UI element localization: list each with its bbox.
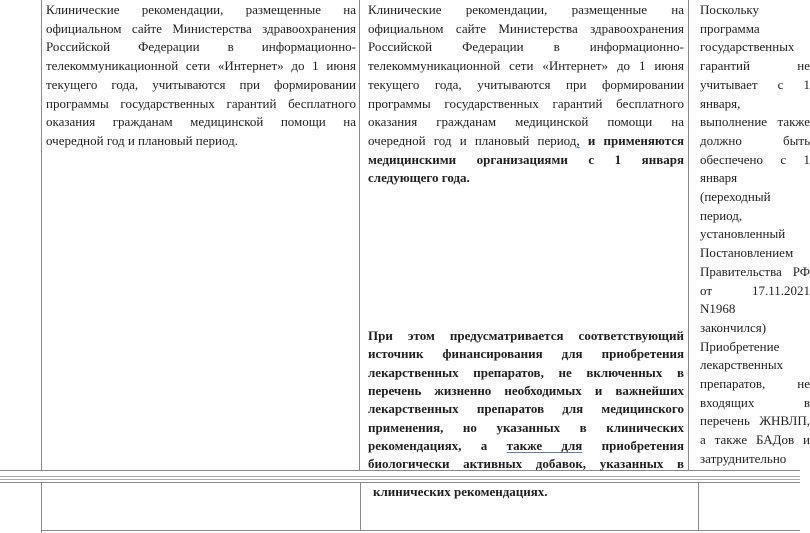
text-line — [700, 132, 810, 151]
text-segment: период, — [700, 207, 743, 223]
table-border-col1-col2 — [41, 0, 42, 470]
text-segment: препаратов, не — [700, 376, 810, 392]
text-segment: гарантий не — [700, 58, 810, 74]
text-line — [700, 300, 810, 319]
text-line — [700, 151, 810, 170]
text-line — [700, 282, 810, 301]
text-line — [368, 455, 684, 473]
text-segment: текущего года, учитываются при формировании — [46, 76, 356, 92]
text-line — [700, 169, 810, 188]
text-line — [700, 57, 810, 76]
text-segment: рекомендациях, а — [368, 437, 507, 453]
text-line — [46, 132, 356, 151]
text-segment: лекарственных препаратов, не включенных в — [368, 364, 684, 380]
text-segment: приобретения — [582, 437, 685, 453]
text-segment: государственных — [700, 39, 795, 55]
text-line — [700, 38, 810, 57]
text-line — [368, 345, 684, 363]
text-segment: также для — [506, 437, 583, 453]
text-line — [700, 356, 810, 375]
text-line — [700, 1, 810, 20]
table-cell-row1-current-text — [46, 1, 356, 469]
table-cell-row1-rationale-text — [700, 1, 810, 469]
text-line — [46, 57, 356, 76]
text-line — [368, 419, 684, 437]
text-line — [368, 1, 684, 20]
text-line — [700, 375, 810, 394]
text-line — [700, 263, 810, 282]
page-break-rule-bottom — [0, 479, 800, 480]
text-segment: источник финансирования для приобретения — [368, 346, 684, 362]
text-segment: программы государственных гарантий бесплатного — [46, 95, 356, 111]
text-line — [700, 412, 810, 431]
text-segment: очередной год и плановый период — [368, 132, 577, 148]
text-segment: медицинскими организациями с 1 января — [368, 151, 684, 167]
text-segment: января — [700, 170, 738, 186]
text-segment: перечень жизненно необходимых и важнейших — [368, 382, 684, 398]
text-line — [368, 57, 684, 76]
text-line — [700, 207, 810, 226]
text-segment: биологически активных добавок, указанных в — [368, 456, 684, 472]
text-line — [700, 76, 810, 95]
text-segment: телекоммуникационной сети «Интернет» до 1 июня — [368, 58, 684, 74]
text-segment: учитывает с 1 — [700, 76, 810, 92]
text-line — [368, 400, 684, 418]
text-segment: Клинические рекомендации, размещенные на — [368, 2, 684, 17]
text-line — [368, 437, 684, 455]
text-line — [700, 431, 810, 450]
text-segment: Российской Федерации в информационно- — [46, 39, 356, 55]
text-line — [700, 113, 810, 132]
text-segment: перечень ЖНВЛП, — [700, 413, 810, 429]
text-line — [368, 113, 684, 132]
text-line — [700, 394, 810, 413]
text-line — [700, 225, 810, 244]
table-border-row2-bottom — [41, 530, 800, 531]
text-segment: лекарственных — [700, 357, 784, 373]
text-line — [700, 188, 810, 207]
text-line — [368, 38, 684, 57]
page-break-rule-top — [0, 476, 800, 477]
text-line — [368, 132, 684, 151]
table-border-row2-col1-col2 — [41, 482, 42, 533]
text-segment: Поскольку — [700, 2, 760, 17]
text-segment: должно быть — [700, 132, 810, 148]
table-border-col2-col3 — [359, 0, 360, 470]
text-segment: Приобретение — [700, 338, 780, 354]
text-segment: (переходный — [700, 189, 771, 205]
text-line — [368, 151, 684, 170]
text-segment: телекоммуникационной сети «Интернет» до 1 июня — [46, 58, 356, 74]
text-line — [46, 95, 356, 114]
table-border-col3-col4 — [688, 0, 689, 470]
text-segment: закончился) — [700, 319, 767, 335]
text-line — [46, 113, 356, 132]
text-segment: При этом предусматривается соответствующий — [368, 328, 684, 344]
text-segment: , — [576, 132, 580, 148]
paragraph — [368, 327, 684, 473]
text-line — [46, 20, 356, 39]
text-segment: применения, но указанных в клинических — [368, 419, 684, 435]
table-border-row2-col3-col4 — [698, 482, 699, 531]
text-segment: входящих в — [700, 394, 810, 410]
text-line — [368, 327, 684, 345]
paragraph — [46, 1, 356, 151]
text-segment: затруднительно — [700, 450, 787, 466]
text-line — [700, 319, 810, 338]
text-segment: установленный — [700, 226, 786, 242]
table-cell-row1-proposed-text — [368, 1, 685, 472]
text-segment: обеспечено с 1 — [700, 151, 810, 167]
paragraph — [700, 338, 810, 469]
text-line — [368, 20, 684, 39]
text-segment: от 17.11.2021 — [700, 282, 810, 298]
text-segment: выполнение также — [700, 114, 810, 130]
text-segment: текущего года, учитываются при формировании — [368, 76, 684, 92]
text-segment: лекарственных препаратов для медицинского — [368, 401, 684, 417]
text-segment: официальном сайте Министерства здравоохранения — [368, 20, 684, 36]
text-segment: Российской Федерации в информационно- — [368, 39, 684, 55]
text-segment — [580, 133, 588, 148]
text-line — [46, 76, 356, 95]
text-line — [368, 76, 684, 95]
text-segment: Постановлением — [700, 245, 794, 261]
text-line — [46, 38, 356, 57]
text-line — [368, 169, 684, 188]
text-line — [700, 338, 810, 357]
paragraph — [700, 1, 810, 338]
text-line — [700, 244, 810, 263]
text-segment: программы государственных гарантий бесплатного — [368, 95, 684, 111]
paragraph — [368, 1, 684, 188]
text-line — [368, 382, 684, 400]
text-line — [700, 450, 810, 469]
text-line — [368, 364, 684, 382]
text-line — [46, 1, 356, 20]
text-segment: Правительства РФ — [700, 263, 810, 279]
text-line — [700, 20, 810, 39]
table-cell-row2-continuation-text: клинических рекомендациях. — [373, 484, 548, 499]
text-line — [700, 95, 810, 114]
text-segment: января, — [700, 95, 741, 111]
text-segment: а также БАДов и — [700, 432, 810, 448]
text-segment: N1968 — [700, 301, 736, 317]
text-segment: Клинические рекомендации, размещенные на — [46, 2, 356, 17]
text-segment: официальном сайте Министерства здравоохранения — [46, 20, 356, 36]
text-segment: и применяются — [587, 132, 685, 148]
text-segment: очередной год и плановый период. — [46, 132, 238, 148]
text-segment: оказания гражданам медицинской помощи на — [46, 114, 356, 130]
text-segment: оказания гражданам медицинской помощи на — [368, 114, 684, 130]
text-line — [368, 95, 684, 114]
table-border-row2-col2-col3 — [360, 482, 361, 531]
text-segment: программа — [700, 20, 760, 36]
text-segment: следующего года. — [368, 170, 470, 186]
